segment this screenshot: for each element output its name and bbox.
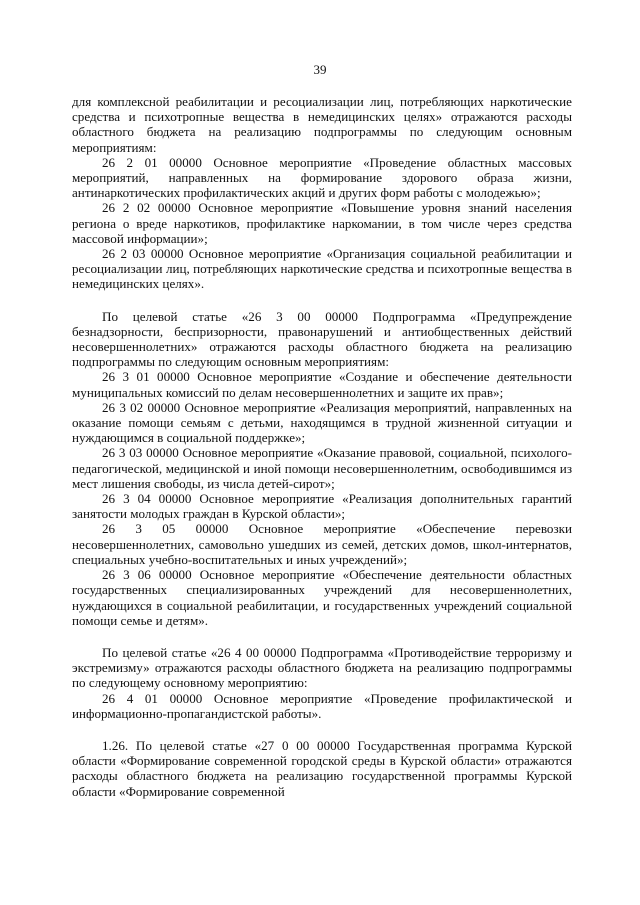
page-number: 39: [313, 62, 327, 77]
paragraph: 26 3 02 00000 Основное мероприятие «Реализация мероприятий, направленных на оказание помощи семьям с детьми, находящимся в трудной жизненной ситуации и нуждающимся в социальной поддержке»;: [72, 399, 572, 446]
paragraph: 26 3 01 00000 Основное мероприятие «Создание и обеспечение деятельности муниципальных комиссий по делам несовершеннолетних и защите их прав»;: [72, 369, 572, 400]
paragraph: По целевой статье «26 3 00 00000 Подпрограмма «Предупреждение безнадзорности, беспризорности, правонарушений и антиобщественных действий несовершеннолетних» отражаются расходы областного бюджета на реализацию подпрограммы по следующим основным мероприятиям:: [72, 308, 572, 370]
paragraph: 26 2 02 00000 Основное мероприятие «Повышение уровня знаний населения региона о вреде наркотиков, профилактике наркомании, в том числе через средства массовой информации»;: [72, 200, 572, 246]
paragraph: 26 3 05 00000 Основное мероприятие «Обеспечение перевозки несовершеннолетних, самовольно ушедших из семей, детских домов, школ-интернатов, специальных учебно-воспитательных и иных учреждений»;: [72, 521, 572, 567]
document-body: [72, 94, 572, 799]
paragraph: По целевой статье «26 4 00 00000 Подпрограмма «Противодействие терроризму и экстремизму» отражаются расходы областного бюджета на реализацию подпрограммы по следующему основному мероприятию:: [72, 644, 572, 691]
paragraph: 26 4 01 00000 Основное мероприятие «Проведение профилактической и информационно-пропагандистской работы».: [72, 690, 572, 721]
paragraph: 26 2 03 00000 Основное мероприятие «Организация социальной реабилитации и ресоциализации лиц, потребляющих наркотические средства и психотропные вещества в немедицинских целях».: [72, 246, 572, 292]
paragraph: 26 3 06 00000 Основное мероприятие «Обеспечение деятельности областных государственных специализированных учреждений для несовершеннолетних, нуждающихся в социальной реабилитации, и государственных учреждений социальной помощи семье и детям».: [72, 567, 572, 628]
paragraph: 1.26. По целевой статье «27 0 00 00000 Государственная программа Курской области «Формирование современной городской среды в Курской области» отражаются расходы областного бюджета на реализацию государственной программы Курской области «Формирование современной: [72, 737, 572, 799]
paragraph: для комплексной реабилитации и ресоциализации лиц, потребляющих наркотические средства и психотропные вещества в немедицинских целях» отражаются расходы областного бюджета на реализацию подпрограммы по следующим основным мероприятиям:: [72, 94, 572, 155]
paragraph: 26 3 04 00000 Основное мероприятие «Реализация дополнительных гарантий занятости молодых граждан в Курской области»;: [72, 491, 572, 522]
paragraph: 26 2 01 00000 Основное мероприятие «Проведение областных массовых мероприятий, направленных на формирование здорового образа жизни, антинаркотических профилактических акций и других форм работы с молодежью»;: [72, 154, 572, 201]
paragraph: 26 3 03 00000 Основное мероприятие «Оказание правовой, социальной, психолого-педагогической, медицинской и иной помощи несовершеннолетним, освободившимся из мест лишения свободы, из числа детей-сирот»;: [72, 445, 572, 491]
